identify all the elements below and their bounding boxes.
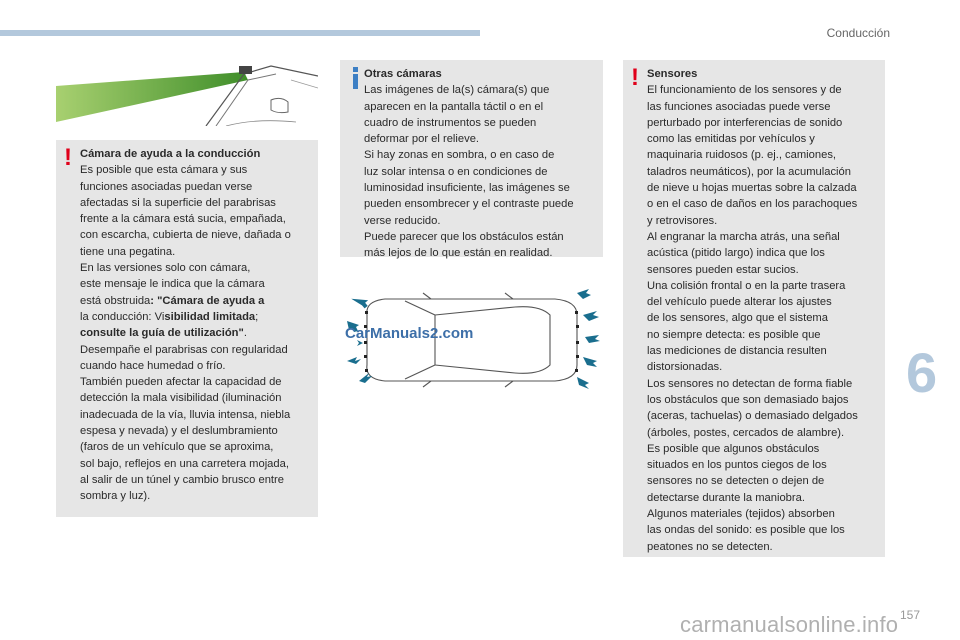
- text-line: espesa y nevada) y el deslumbramiento: [80, 425, 278, 438]
- sensors-warning-text: [647, 66, 858, 555]
- text-line: cuando hace humedad o frío.: [80, 359, 226, 372]
- text-line: Sensores: [647, 68, 698, 80]
- text-line: al salir de un túnel y cambio brusco entre: [80, 473, 284, 486]
- text-line: con escarcha, cubierta de nieve, dañada o: [80, 229, 291, 242]
- text-line: consulte la guía de utilización".: [80, 327, 247, 340]
- section-title: Conducción: [826, 26, 890, 40]
- header-bar: [0, 30, 480, 36]
- warning-icon: !: [64, 144, 72, 171]
- sensors-warning-box: [623, 60, 885, 557]
- text-line: afectadas si la superficie del parabrisas: [80, 196, 276, 209]
- text-line: (aceras, tachuelas) o demasiado delgados: [647, 410, 858, 423]
- text-line: situados en los puntos ciegos de los: [647, 459, 827, 472]
- text-line: no siempre detecta: es posible que: [647, 328, 821, 341]
- text-line: y retrovisores.: [647, 214, 718, 227]
- watermark: CarManuals2.com: [345, 325, 474, 342]
- cameras-info-text: [364, 66, 574, 262]
- warning-icon: !: [631, 64, 639, 91]
- text-line: acústica (pitido largo) indica que los: [647, 247, 825, 260]
- page-number: 157: [900, 608, 921, 622]
- text-line: También pueden afectar la capacidad de: [80, 376, 282, 389]
- footer-watermark: carmanualsonline.info: [680, 612, 899, 637]
- text-line: este mensaje le indica que la cámara: [80, 278, 265, 291]
- text-line: Una colisión frontal o en la parte trasera: [647, 279, 846, 292]
- text-line: Desempañe el parabrisas con regularidad: [80, 343, 288, 356]
- text-line: distorsionadas.: [647, 361, 723, 374]
- text-line: detectarse durante la maniobra.: [647, 491, 805, 504]
- text-line: peatones no se detecten.: [647, 540, 773, 553]
- text-line: sombra y luz).: [80, 490, 151, 503]
- text-line: luminosidad insuficiente, las imágenes se: [364, 182, 570, 195]
- text-line: o en el caso de daños en los parachoques: [647, 198, 858, 211]
- windscreen-camera-icon: [56, 60, 318, 126]
- text-line: como las emitidas por vehículos y: [647, 133, 815, 146]
- cameras-info-box: [340, 60, 603, 260]
- text-line: la conducción: Visibilidad limitada;: [80, 310, 259, 323]
- text-line: perturbado por interferencias de sonido: [647, 116, 843, 129]
- text-line: En las versiones solo con cámara,: [80, 262, 251, 275]
- text-line: las funciones asociadas puede verse: [647, 100, 831, 113]
- text-line: más lejos de lo que están en realidad.: [364, 247, 553, 260]
- text-line: de nieve u hojas muertas sobre la calzada: [647, 182, 857, 195]
- text-line: Las imágenes de la(s) cámara(s) que: [364, 84, 550, 97]
- text-line: los obstáculos que son demasiado bajos: [647, 393, 849, 406]
- text-line: Es posible que algunos obstáculos: [647, 442, 820, 455]
- text-line: El funcionamiento de los sensores y de: [647, 84, 842, 97]
- text-line: luz solar intensa o en condiciones de: [364, 165, 548, 178]
- text-line: Los sensores no detectan de forma fiable: [647, 377, 853, 390]
- chapter-number: 6: [906, 341, 938, 404]
- camera-warning-text: [80, 146, 291, 505]
- camera-warning-box: [56, 140, 318, 517]
- text-line: aparecen en la pantalla táctil o en el: [364, 100, 544, 113]
- text-line: verse reducido.: [364, 214, 441, 227]
- text-line: cuadro de instrumentos se pueden: [364, 116, 537, 129]
- text-line: sensores pueden estar sucios.: [647, 263, 799, 276]
- text-line: Al engranar la marcha atrás, una señal: [647, 230, 840, 243]
- text-line: sensores no se detecten o dejen de: [647, 475, 825, 488]
- text-line: funciones asociadas puedan verse: [80, 180, 253, 193]
- text-line: Cámara de ayuda a la conducción: [80, 148, 261, 160]
- text-line: del vehículo puede alterar los ajustes: [647, 296, 832, 309]
- text-line: las mediciones de distancia resulten: [647, 345, 827, 358]
- text-line: detección la mala visibilidad (iluminación: [80, 392, 282, 405]
- text-line: Puede parecer que los obstáculos están: [364, 230, 564, 243]
- text-line: inadecuada de la vía, lluvia intensa, niebla: [80, 408, 291, 421]
- text-line: tiene una pegatina.: [80, 245, 176, 258]
- text-line: Si hay zonas en sombra, o en caso de: [364, 149, 555, 162]
- text-line: las ondas del sonido: es posible que los: [647, 524, 845, 537]
- text-line: (faros de un vehículo que se aproxima,: [80, 441, 274, 454]
- text-line: deformar por el relieve.: [364, 133, 480, 146]
- text-line: pueden ensombrecer y el contraste puede: [364, 198, 574, 211]
- text-line: sol bajo, reflejos en una carretera mojada,: [80, 457, 289, 470]
- text-line: Otras cámaras: [364, 68, 442, 80]
- text-line: taladros neumáticos), por la acumulación: [647, 165, 851, 178]
- text-line: maquinaria ruidosos (p. ej., camiones,: [647, 149, 837, 162]
- text-line: Algunos materiales (tejidos) absorben: [647, 508, 835, 521]
- text-line: frente a la cámara está sucia, empañada,: [80, 213, 286, 226]
- info-icon: [352, 67, 360, 89]
- text-line: está obstruida: "Cámara de ayuda a: [80, 294, 265, 307]
- text-line: de los sensores, algo que el sistema: [647, 312, 828, 325]
- text-line: Es posible que esta cámara y sus: [80, 164, 248, 177]
- text-line: (árboles, postes, cercados de alambre).: [647, 426, 845, 439]
